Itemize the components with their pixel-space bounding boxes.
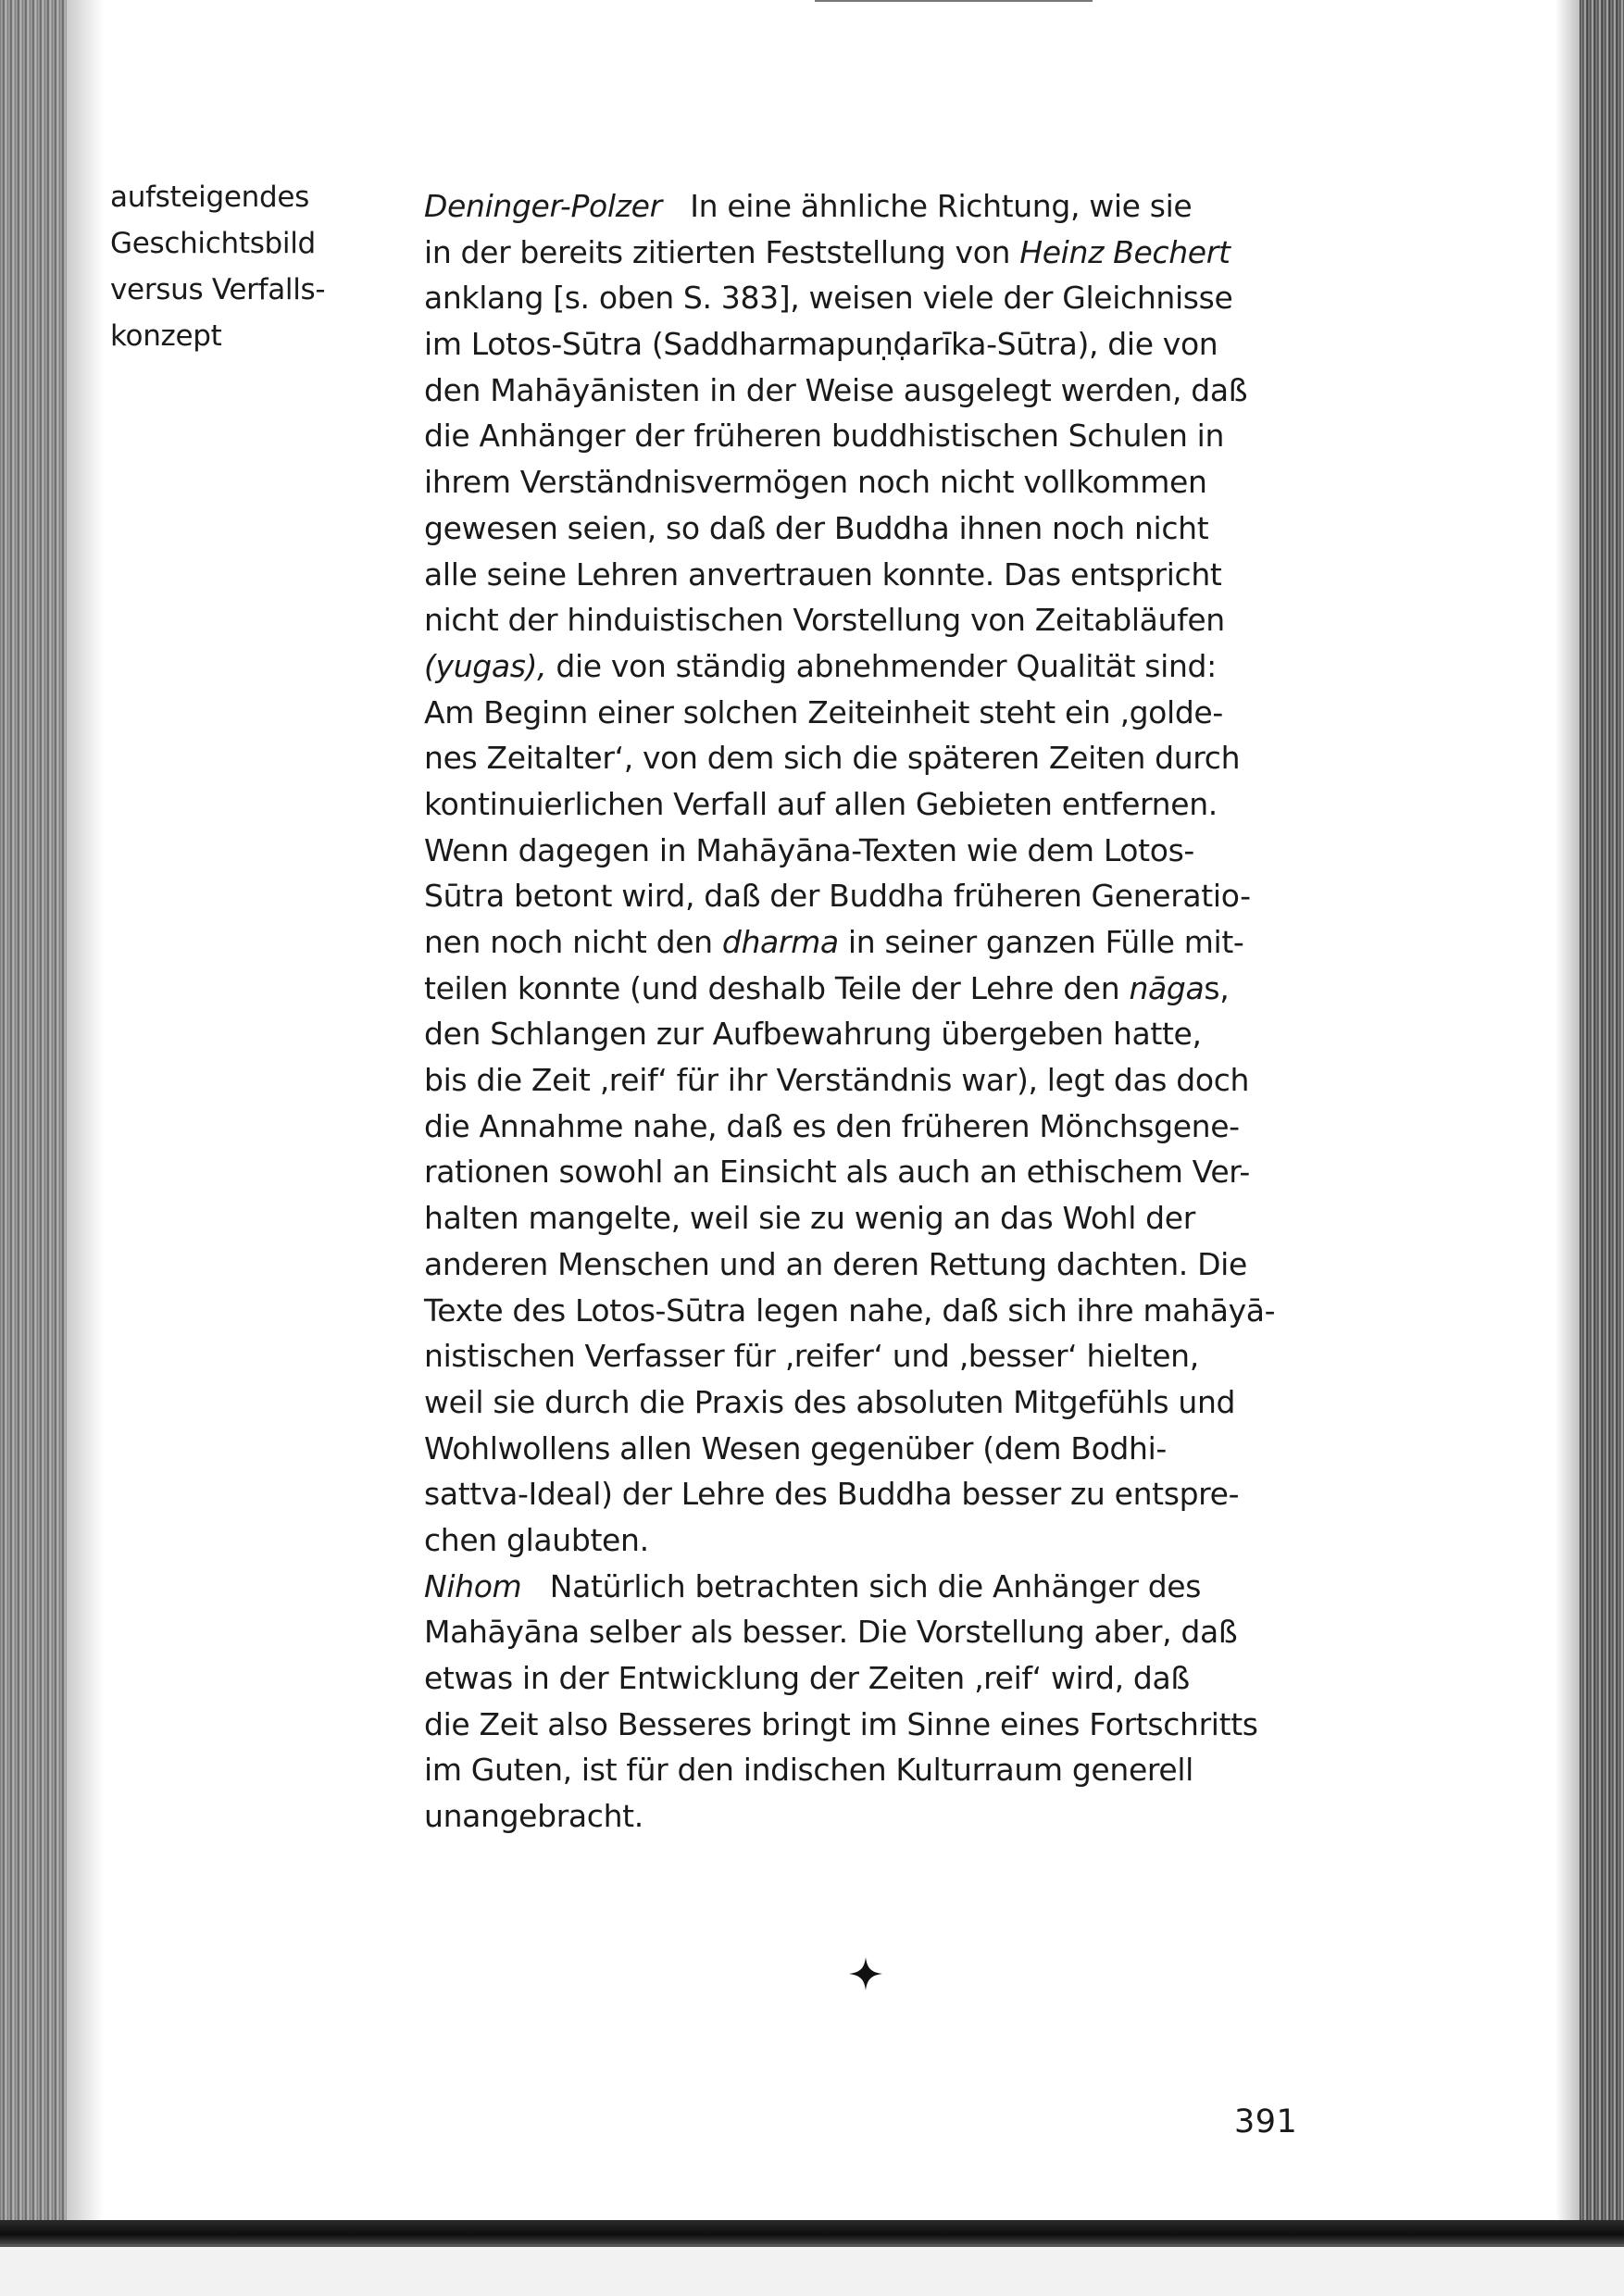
scan-bottom-strip (0, 2244, 1624, 2296)
text-segment: nistischen Verfasser für ‚reifer‘ und ‚besser‘ hielten, (424, 1338, 1199, 1375)
text-segment: In eine ähnliche Richtung, wie sie (690, 188, 1193, 224)
text-segment: chen glaubten. (424, 1521, 649, 1558)
text-segment: den Mahāyānisten in der Weise ausgelegt werden, daß (424, 371, 1248, 408)
text-line (424, 1104, 1304, 1150)
text-line (424, 873, 1304, 919)
text-line (424, 781, 1304, 828)
italic-text: Heinz Bechert (1019, 233, 1230, 270)
text-segment: die Annahme nahe, daß es den früheren Mönchsgene- (424, 1107, 1240, 1144)
text-segment: nicht der hinduistischen Vorstellung von Zeitabläufen (424, 602, 1225, 639)
text-line (424, 1747, 1304, 1793)
text-segment: Am Beginn einer solchen Zeiteinheit steht ein ‚golde- (424, 693, 1223, 730)
paragraph-nihom (424, 1564, 1304, 1840)
text-line (424, 1288, 1304, 1334)
text-segment: ihrem Verständnisvermögen noch nicht vollkommen (424, 464, 1207, 501)
text-line (424, 1564, 1304, 1610)
text-line (424, 1057, 1304, 1104)
text-line (424, 183, 1304, 230)
text-line (424, 413, 1304, 459)
text-segment: die von ständig abnehmender Qualität sind: (546, 647, 1217, 684)
speaker-name: Deninger-Polzer (424, 188, 662, 224)
speaker-name: Nihom (424, 1567, 522, 1604)
page-number: 391 (1234, 2103, 1298, 2140)
text-line (424, 505, 1304, 552)
text-segment: anderen Menschen und an deren Rettung dachten. Die (424, 1245, 1247, 1282)
text-line (424, 1195, 1304, 1242)
scan-shadow-right (1580, 0, 1624, 2240)
text-segment: nes Zeitalter‘, von dem sich die späteren Zeiten durch (424, 740, 1241, 777)
text-segment: gewesen seien, so daß der Buddha ihnen noch nicht (424, 509, 1209, 546)
paragraph-deninger-polzer (424, 183, 1304, 1564)
italic-text: nāga (1129, 969, 1205, 1006)
margin-note-line: Geschichtsbild (110, 227, 316, 260)
text-line (424, 690, 1304, 736)
text-segment: alle seine Lehren anvertrauen konnte. Das entspricht (424, 555, 1222, 593)
margin-note-line: konzept (110, 319, 222, 353)
text-segment: teilen konnte (und deshalb Teile der Lehre den (424, 969, 1130, 1006)
text-segment: in seiner ganzen Fülle mit- (838, 924, 1244, 960)
text-segment: in der bereits zitierten Feststellung von (424, 233, 1020, 270)
text-segment: im Lotos-Sūtra (Saddharmapuṇḍarīka-Sūtra), die von (424, 326, 1218, 363)
text-line (424, 1471, 1304, 1517)
scan-shadow-right-fade (1555, 0, 1580, 2240)
text-line (424, 552, 1304, 598)
text-segment: Natürlich betrachten sich die Anhänger des (549, 1567, 1202, 1604)
text-line (424, 1793, 1304, 1840)
text-line (424, 1655, 1304, 1702)
text-segment: anklang [s. oben S. 383], weisen viele der Gleichnisse (424, 280, 1233, 317)
text-segment: sattva-Ideal) der Lehre des Buddha besser zu entspre- (424, 1476, 1240, 1513)
text-line (424, 1333, 1304, 1379)
text-line (424, 643, 1304, 690)
text-line (424, 1011, 1304, 1057)
text-line (424, 459, 1304, 505)
margin-note-line: aufsteigendes (110, 181, 309, 214)
text-segment: die Zeit also Besseres bringt im Sinne eines Fortschritts (424, 1705, 1258, 1742)
text-line (424, 1517, 1304, 1564)
text-line (424, 321, 1304, 368)
text-segment: Wohlwollens allen Wesen gegenüber (dem Bodhi- (424, 1429, 1167, 1466)
scan-shadow-left-fade (67, 0, 104, 2222)
scan-shadow-left (0, 0, 67, 2222)
text-line (424, 230, 1304, 276)
text-line (424, 1379, 1304, 1426)
italic-text: dharma (721, 924, 839, 960)
text-line (424, 1426, 1304, 1472)
italic-text: (yugas), (424, 647, 547, 684)
text-segment: s, (1204, 969, 1230, 1006)
text-segment: nen noch nicht den (424, 924, 722, 960)
text-segment: im Guten, ist für den indischen Kulturraum generell (424, 1752, 1193, 1789)
speaker-gap (521, 1568, 549, 1604)
text-segment: Wenn dagegen in Mahāyāna-Texten wie dem Lotos- (424, 831, 1194, 868)
text-segment: rationen sowohl an Einsicht als auch an ethischem Ver- (424, 1154, 1250, 1191)
main-text (424, 183, 1304, 1840)
text-segment: Texte des Lotos-Sūtra legen nahe, daß sich ihre mahāyā- (424, 1292, 1276, 1329)
text-segment: unangebracht. (424, 1798, 643, 1835)
text-line (424, 597, 1304, 643)
text-segment: den Schlangen zur Aufbewahrung übergeben hatte, (424, 1016, 1202, 1053)
text-segment: halten mangelte, weil sie zu wenig an das Wohl der (424, 1200, 1195, 1237)
margin-note (110, 174, 360, 359)
text-line (424, 828, 1304, 874)
text-segment: bis die Zeit ‚reif‘ für ihr Verständnis war), legt das doch (424, 1062, 1250, 1099)
text-line (424, 1149, 1304, 1195)
text-line (424, 919, 1304, 966)
text-segment: weil sie durch die Praxis des absoluten Mitgefühls und (424, 1383, 1236, 1420)
text-segment: Mahāyāna selber als besser. Die Vorstellung aber, daß (424, 1614, 1238, 1651)
text-segment: kontinuierlichen Verfall auf allen Gebieten entfernen. (424, 785, 1218, 822)
text-segment: etwas in der Entwicklung der Zeiten ‚reif‘ wird, daß (424, 1660, 1190, 1696)
text-segment: die Anhänger der früheren buddhistischen Schulen in (424, 418, 1225, 455)
scan-top-rule (815, 0, 1093, 2)
text-line (424, 275, 1304, 321)
margin-note-line: versus Verfalls- (110, 273, 326, 306)
text-line (424, 368, 1304, 414)
scan-shadow-bottom (0, 2220, 1624, 2244)
text-line (424, 1609, 1304, 1655)
text-line (424, 735, 1304, 781)
text-line (424, 1702, 1304, 1748)
text-line (424, 1242, 1304, 1288)
text-line (424, 966, 1304, 1012)
four-point-star-icon (847, 1955, 884, 1992)
speaker-gap (662, 188, 690, 224)
text-segment: Sūtra betont wird, daß der Buddha früheren Generatio- (424, 878, 1251, 915)
